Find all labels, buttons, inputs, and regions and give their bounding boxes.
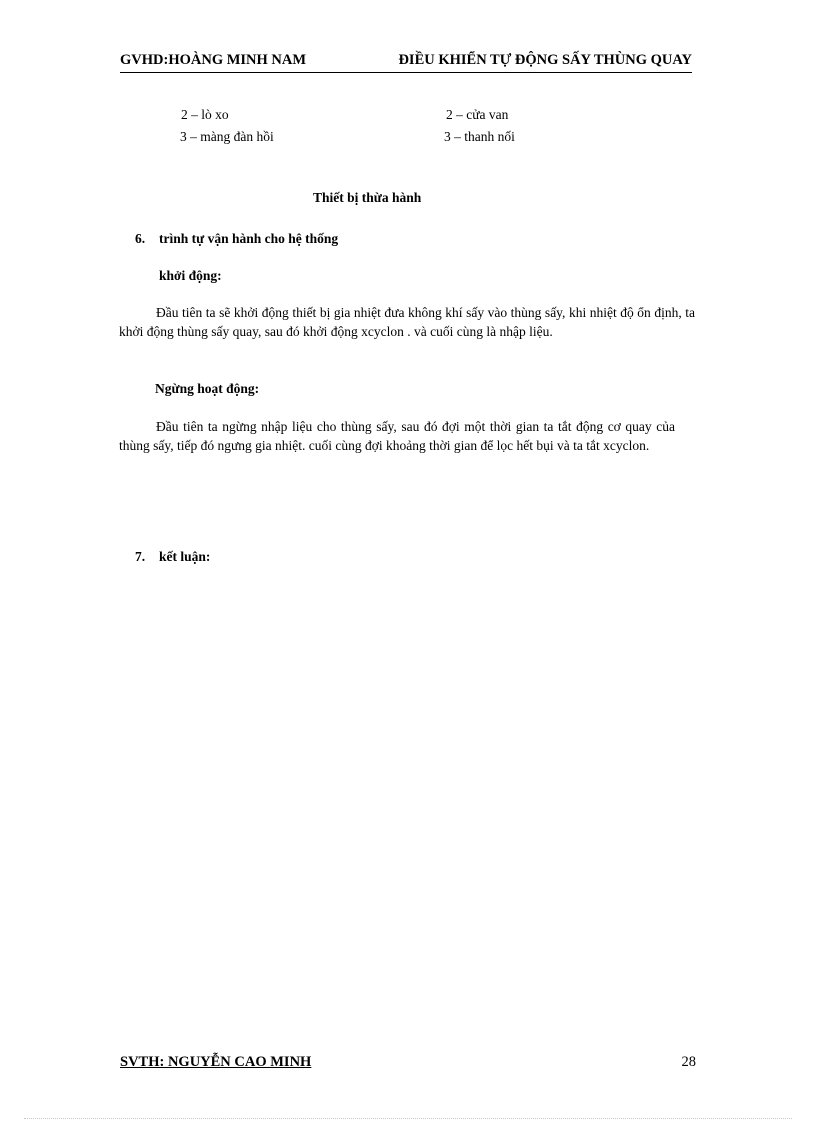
legend-item-spring: 2 – lò xo (181, 107, 229, 122)
footer-author: SVTH: NGUYỄN CAO MINH (120, 1054, 312, 1070)
header-title: ĐIỀU KHIỂN TỰ ĐỘNG SẤY THÙNG QUAY (398, 52, 692, 68)
legend-item-membrane: 3 – màng đàn hồi (180, 129, 274, 144)
page-bottom-divider (24, 1118, 792, 1119)
section-6-title: trình tự vận hành cho hệ thống (159, 231, 339, 246)
section-7-title: kết luận: (159, 549, 211, 564)
page-number: 28 (681, 1054, 696, 1070)
page-footer (120, 1054, 696, 1076)
startup-heading: khởi động: (159, 268, 222, 283)
legend-item-valve-door: 2 – cửa van (446, 107, 509, 122)
shutdown-heading: Ngừng hoạt động: (155, 381, 260, 396)
figure-caption: Thiết bị thừa hành (313, 190, 422, 205)
section-7-number: 7. (135, 549, 146, 564)
section-7-heading (135, 549, 210, 565)
startup-paragraph: Đầu tiên ta sẽ khởi động thiết bị gia nhiệt đưa không khí sấy vào thùng sấy, khi nhiệt độ ổn định, ta khởi động thùng sấy quay, sau đó khởi động xcyclon . và cuối cùng là nhập liệu. (119, 305, 695, 339)
page-header (120, 52, 692, 73)
shutdown-paragraph: Đầu tiên ta ngừng nhập liệu cho thùng sấy, sau đó đợi một thời gian ta tắt động cơ quay của thùng sấy, tiếp đó ngưng gia nhiệt. cuối cùng đợi khoảng thời gian để lọc hết bụi và ta tắt xcyclon. (119, 419, 675, 453)
legend-item-connecting-rod: 3 – thanh nối (444, 129, 515, 144)
section-6-number: 6. (135, 231, 146, 246)
section-6-heading (135, 231, 338, 247)
header-supervisor: GVHD:HOÀNG MINH NAM (120, 52, 307, 68)
